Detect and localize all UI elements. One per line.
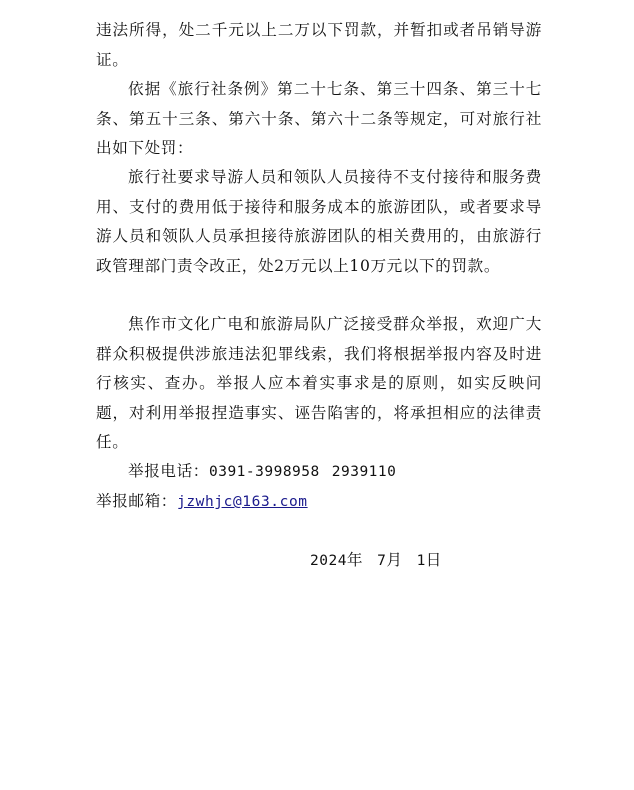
phone-label: 举报电话： — [128, 462, 209, 480]
paragraph-regulation-basis: 依据《旅行社条例》第二十七条、第三十四条、第三十七条、第五十三条、第六十条、第六十二条等规定，可对旅行社出如下处罚： — [96, 80, 542, 157]
date-day-unit: 日 — [425, 551, 442, 569]
paragraph-penalty-continued: 违法所得，处二千元以上二万以下罚款，并暂扣或者吊销导游证。 — [96, 21, 542, 69]
document-date — [310, 546, 442, 577]
email-link[interactable]: jzwhjc@163.com — [176, 494, 308, 510]
date-year: 2024 — [310, 553, 347, 569]
date-month: 7 — [377, 553, 387, 569]
email-label: 举报邮箱： — [96, 492, 177, 510]
date-year-unit: 年 — [346, 551, 364, 569]
paragraph-report-invitation: 焦作市文化广电和旅游局队广泛接受群众举报，欢迎广大群众积极提供涉旅违法犯罪线索，我们将根据举报内容及时进行核实、查办。举报人应本着实事求是的原则，如实反映问题，对利用举报捏造事实、诬告陷害的，将承担相应的法律责任。 — [96, 315, 542, 451]
paragraph-travel-agency-penalty: 旅行社要求导游人员和领队人员接待不支付接待和服务费用、支付的费用低于接待和服务成本的旅游团队，或者要求导游人员和领队人员承担接待旅游团队的相关费用的，由旅游行政管理部门责令改正，处2万元以上10万元以下的罚款。 — [96, 168, 542, 275]
report-phone-line — [128, 457, 396, 488]
phone-number-1: 0391-3998958 — [208, 464, 320, 480]
date-month-unit: 月 — [386, 551, 403, 569]
date-day: 1 — [416, 553, 426, 569]
phone-number-2: 2939110 — [331, 464, 397, 480]
report-email-line — [96, 487, 308, 518]
